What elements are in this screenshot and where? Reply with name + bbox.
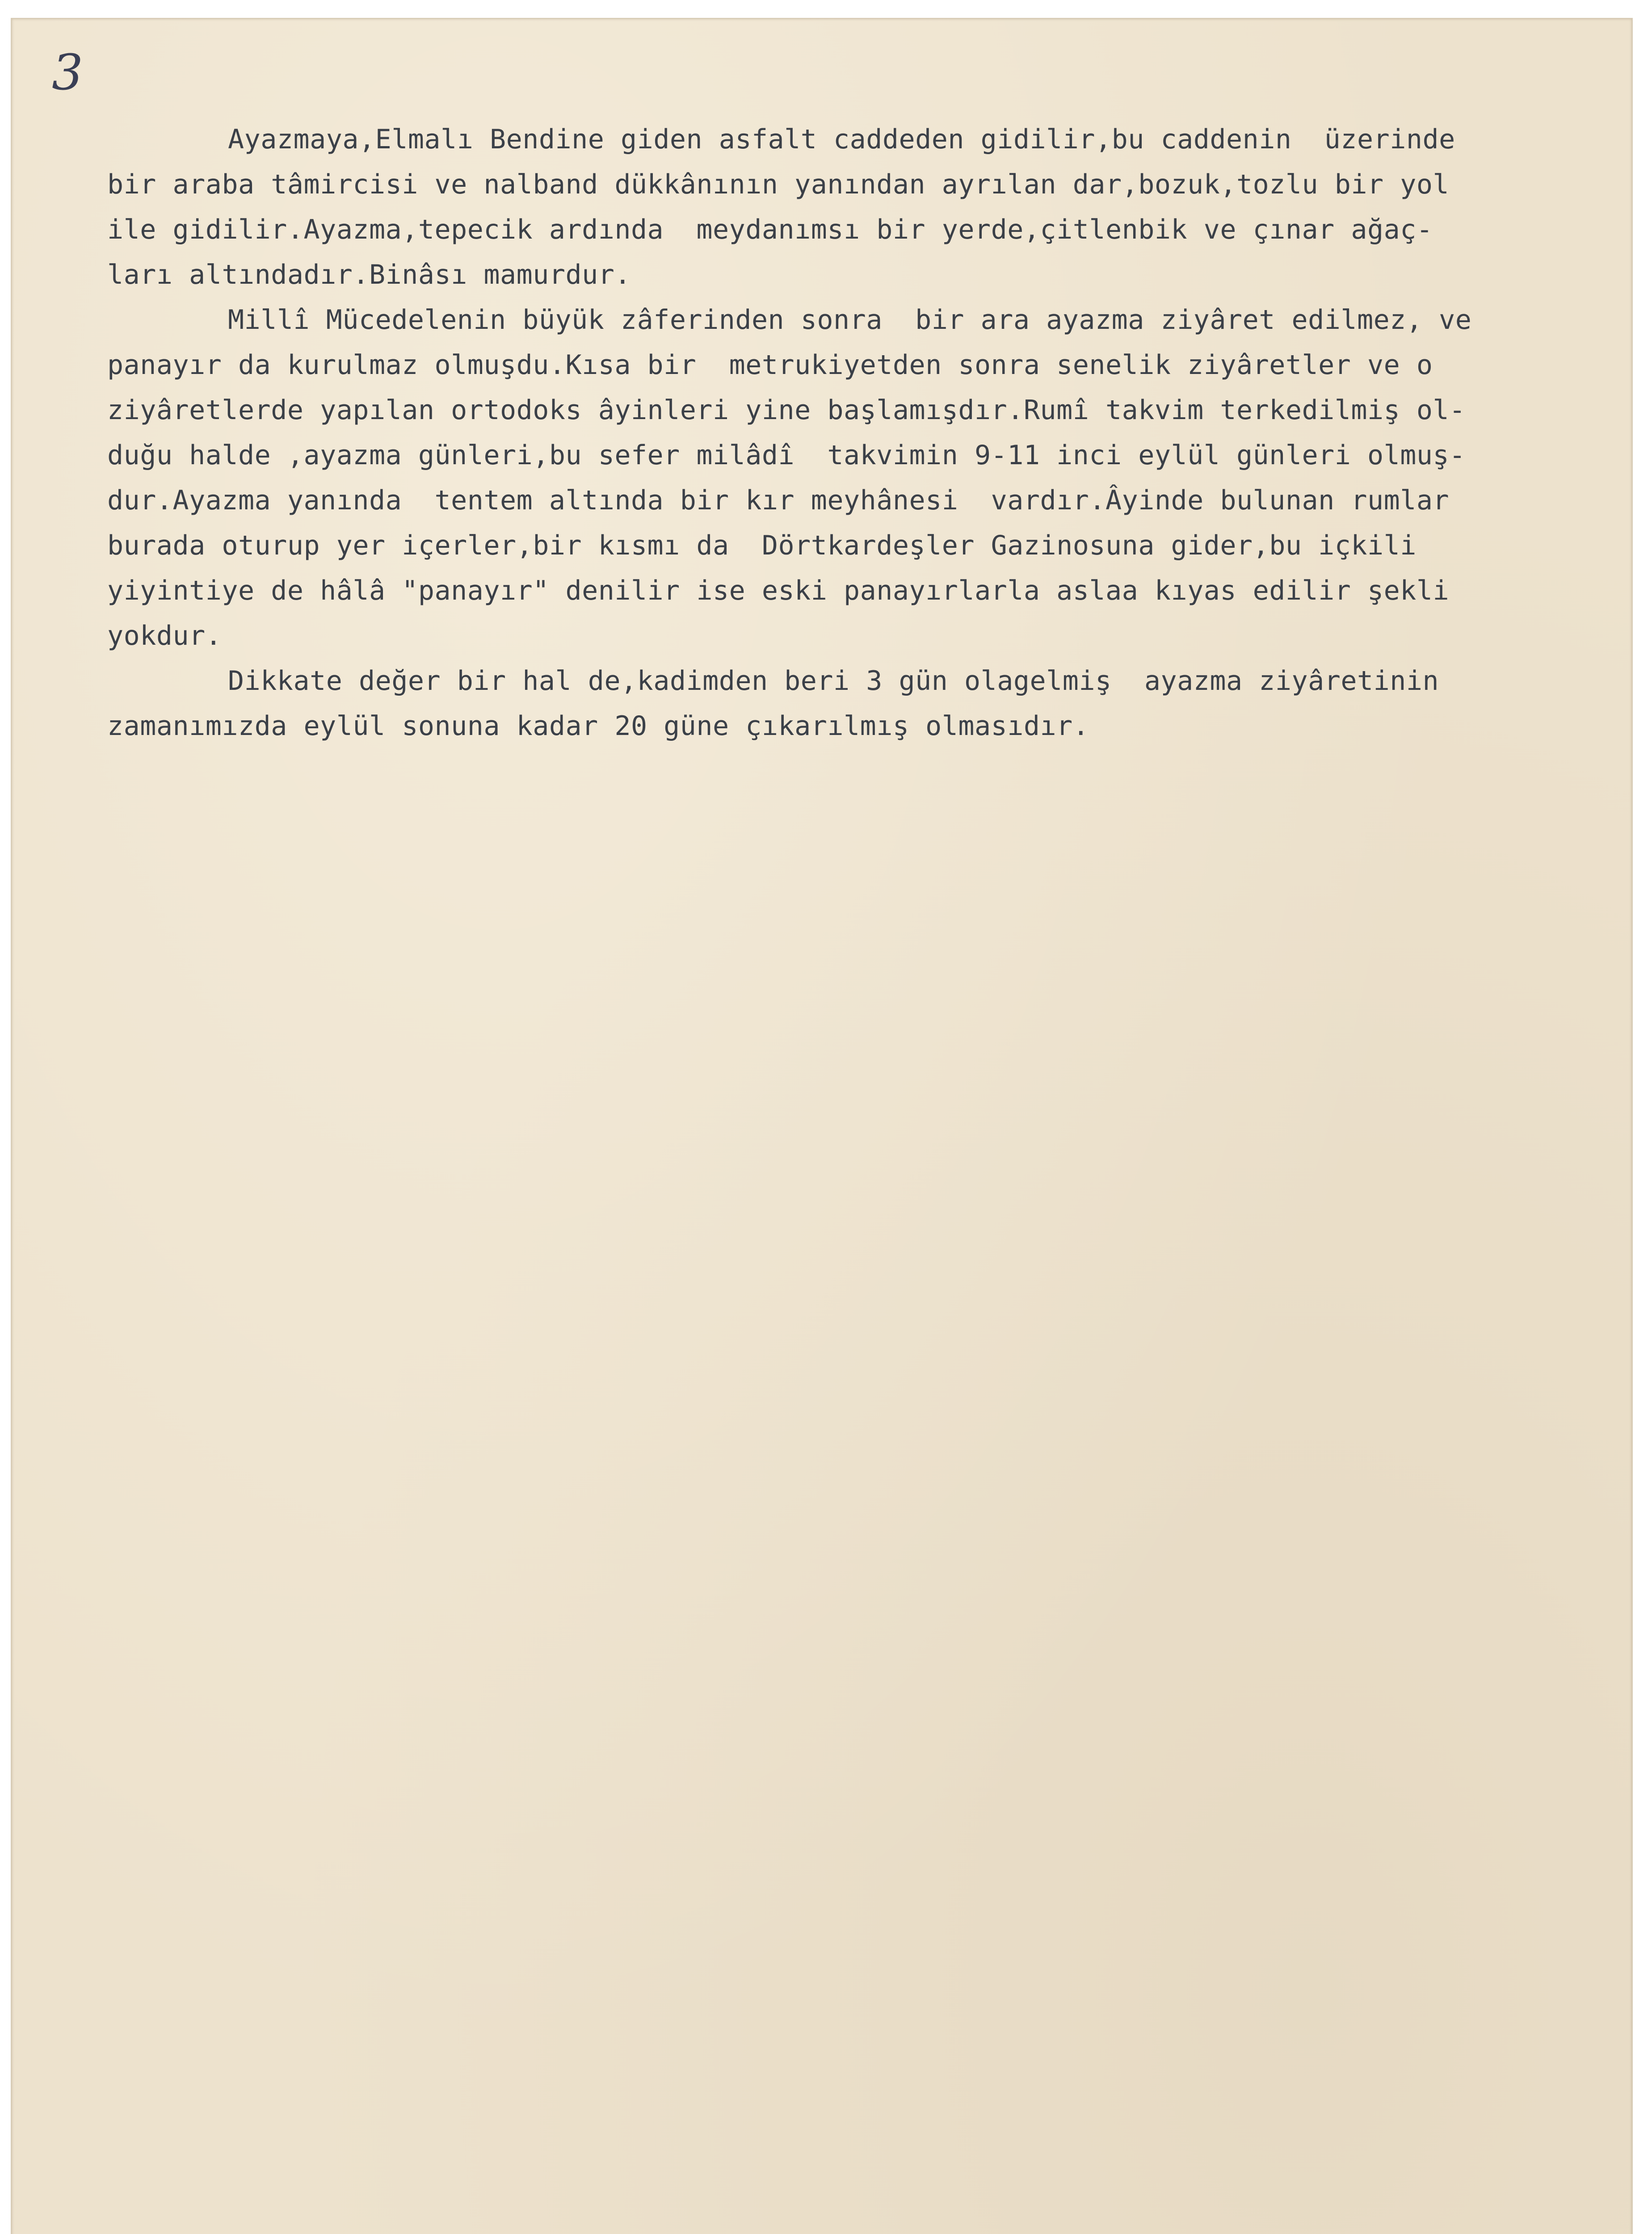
text-line: Dikkate değer bir hal de,kadimden beri 3 gün olagelmiş ayazma ziyâretinin (228, 665, 1439, 697)
text-line: burada oturup yer içerler,bir kısmı da Dörtkardeşler Gazinosuna gider,bu içkili (107, 530, 1417, 561)
text-line: ları altındadır.Binâsı mamurdur. (107, 259, 631, 290)
text-line: Ayazmaya,Elmalı Bendine giden asfalt caddeden gidilir,bu caddenin üzerinde (228, 124, 1455, 155)
paragraph-1 (107, 117, 1600, 298)
text-line: yiyintiye de hâlâ "panayır" denilir ise eski panayırlarla aslaa kıyas edilir şekli (107, 575, 1450, 606)
text-line: panayır da kurulmaz olmuşdu.Kısa bir metrukiyetden sonra senelik ziyâretler ve o (107, 349, 1433, 381)
text-line: bir araba tâmircisi ve nalband dükkânının yanından ayrılan dar,bozuk,tozlu bir yol (107, 169, 1450, 200)
text-line: duğu halde ,ayazma günleri,bu sefer milâdî takvimin 9-11 inci eylül günleri olmuş- (107, 440, 1466, 471)
text-line: yokdur. (107, 620, 222, 651)
text-line: dur.Ayazma yanında tentem altında bir kır meyhânesi vardır.Âyinde bulunan rumlar (107, 485, 1450, 516)
paragraph-3 (107, 659, 1600, 749)
document-page (11, 18, 1633, 2234)
page-number: 3 (52, 44, 83, 101)
text-line: Millî Mücedelenin büyük zâferinden sonra bir ara ayazma ziyâret edilmez, ve (228, 304, 1472, 336)
text-line: ziyâretlerde yapılan ortodoks âyinleri yine başlamışdır.Rumî takvim terkedilmiş ol- (107, 395, 1466, 426)
paragraph-2 (107, 298, 1600, 659)
text-line: ile gidilir.Ayazma,tepecik ardında meydanımsı bir yerde,çitlenbik ve çınar ağaç- (107, 214, 1433, 245)
typed-text-body (107, 117, 1600, 749)
text-line: zamanımızda eylül sonuna kadar 20 güne çıkarılmış olmasıdır. (107, 710, 1089, 742)
